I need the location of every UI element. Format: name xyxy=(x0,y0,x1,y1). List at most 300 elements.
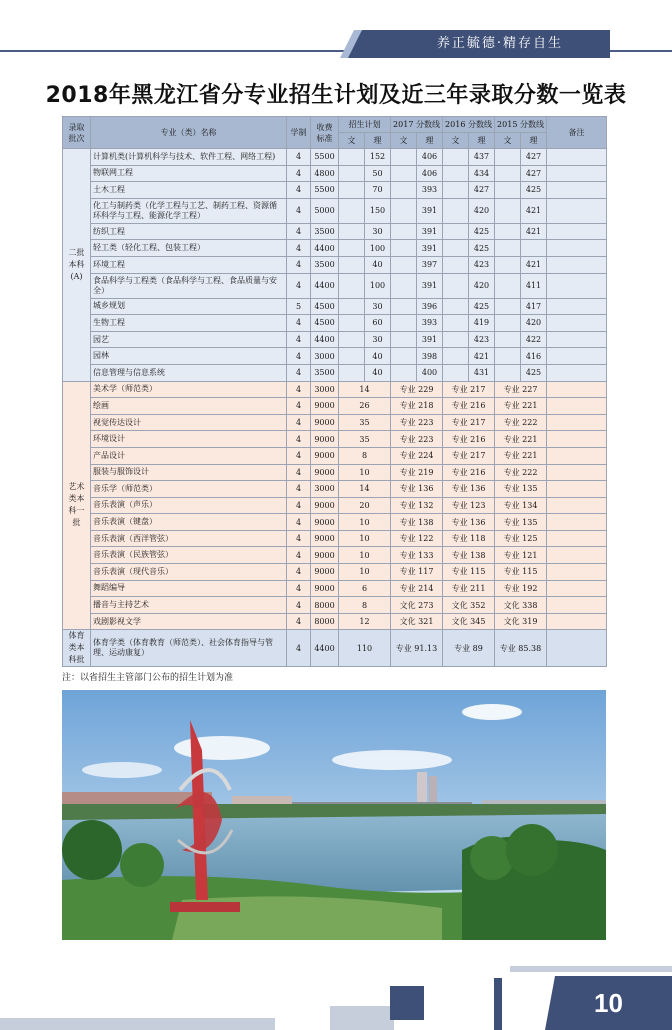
table-cell: 5500 xyxy=(311,182,339,199)
table-cell xyxy=(391,256,417,273)
table-cell: 4 xyxy=(287,256,311,273)
table-cell: 4 xyxy=(287,165,311,182)
table-cell xyxy=(495,364,521,381)
table-cell: 3500 xyxy=(311,256,339,273)
table-cell xyxy=(495,273,521,298)
table-cell: 专业 216 xyxy=(443,398,495,415)
table-cell: 35 xyxy=(339,431,391,448)
table-cell: 4400 xyxy=(311,273,339,298)
table-cell xyxy=(339,273,365,298)
table-cell: 专业 133 xyxy=(391,547,443,564)
table-row xyxy=(63,149,607,166)
table-cell: 425 xyxy=(469,240,495,257)
table-cell: 4400 xyxy=(311,331,339,348)
table-cell: 计算机类(计算机科学与技术、软件工程、网络工程) xyxy=(91,149,287,166)
table-row xyxy=(63,597,607,614)
table-cell xyxy=(495,149,521,166)
table-cell xyxy=(443,256,469,273)
table-cell xyxy=(339,348,365,365)
table-cell: 40 xyxy=(365,364,391,381)
table-cell: 专业 136 xyxy=(391,481,443,498)
table-cell: 化工与制药类（化学工程与工艺、制药工程、资源循环科学与工程、能源化学工程） xyxy=(91,198,287,223)
table-cell xyxy=(443,149,469,166)
table-row xyxy=(63,564,607,581)
table-cell: 416 xyxy=(521,348,547,365)
table-cell: 421 xyxy=(521,256,547,273)
table-row xyxy=(63,165,607,182)
table-cell xyxy=(547,256,607,273)
table-cell: 40 xyxy=(365,256,391,273)
table-cell xyxy=(495,198,521,223)
table-cell: 4400 xyxy=(311,630,339,667)
header-wen: 文 xyxy=(391,133,417,149)
table-cell: 9000 xyxy=(311,530,339,547)
header-2016: 2016 分数线 xyxy=(443,117,495,133)
table-cell: 专业 134 xyxy=(495,497,547,514)
table-cell: 园艺 xyxy=(91,331,287,348)
table-cell: 文化 321 xyxy=(391,613,443,630)
table-cell: 30 xyxy=(365,298,391,315)
table-row xyxy=(63,630,607,667)
table-row xyxy=(63,530,607,547)
table-cell: 专业 122 xyxy=(391,530,443,547)
table-row xyxy=(63,398,607,415)
header-wen: 文 xyxy=(495,133,521,149)
table-cell: 30 xyxy=(365,331,391,348)
table-cell: 425 xyxy=(469,298,495,315)
table-cell: 专业 125 xyxy=(495,530,547,547)
table-cell: 4 xyxy=(287,514,311,531)
table-cell: 4 xyxy=(287,613,311,630)
table-cell xyxy=(391,223,417,240)
table-row xyxy=(63,431,607,448)
table-cell: 播音与主持艺术 xyxy=(91,597,287,614)
table-cell xyxy=(443,348,469,365)
table-row xyxy=(63,497,607,514)
table-cell xyxy=(547,149,607,166)
table-cell xyxy=(547,223,607,240)
table-cell xyxy=(443,298,469,315)
table-cell: 411 xyxy=(521,273,547,298)
table-cell: 9000 xyxy=(311,514,339,531)
table-cell: 427 xyxy=(521,149,547,166)
table-row xyxy=(63,331,607,348)
table-cell: 音乐表演（西洋管弦） xyxy=(91,530,287,547)
table-cell xyxy=(495,348,521,365)
table-cell xyxy=(391,149,417,166)
table-cell: 4 xyxy=(287,630,311,667)
table-cell: 420 xyxy=(469,198,495,223)
table-cell xyxy=(547,198,607,223)
table-cell: 393 xyxy=(417,315,443,332)
table-row xyxy=(63,256,607,273)
table-cell: 专业 222 xyxy=(495,464,547,481)
table-cell: 35 xyxy=(339,414,391,431)
table-cell: 绘画 xyxy=(91,398,287,415)
campus-landscape-image xyxy=(62,690,606,940)
table-cell: 专业 91.13 xyxy=(391,630,443,667)
header-li: 理 xyxy=(365,133,391,149)
table-cell: 9000 xyxy=(311,431,339,448)
table-cell: 物联网工程 xyxy=(91,165,287,182)
table-row xyxy=(63,414,607,431)
table-row xyxy=(63,514,607,531)
table-cell xyxy=(391,348,417,365)
table-cell: 396 xyxy=(417,298,443,315)
table-cell xyxy=(495,298,521,315)
table-cell: 3500 xyxy=(311,364,339,381)
table-cell: 4 xyxy=(287,398,311,415)
table-cell: 专业 115 xyxy=(443,564,495,581)
table-cell: 专业 136 xyxy=(443,514,495,531)
table-cell xyxy=(547,547,607,564)
table-cell: 专业 217 xyxy=(443,414,495,431)
table-cell xyxy=(547,273,607,298)
table-cell: 专业 211 xyxy=(443,580,495,597)
table-cell xyxy=(339,198,365,223)
table-cell: 60 xyxy=(365,315,391,332)
table-cell xyxy=(495,331,521,348)
table-cell: 431 xyxy=(469,364,495,381)
page-title: 2018年黑龙江省分专业招生计划及近三年录取分数一览表 xyxy=(45,83,627,108)
table-cell: 专业 221 xyxy=(495,431,547,448)
admission-table xyxy=(62,116,607,667)
table-cell xyxy=(547,348,607,365)
table-cell xyxy=(547,530,607,547)
table-cell: 4 xyxy=(287,364,311,381)
table-cell: 10 xyxy=(339,514,391,531)
table-cell xyxy=(547,182,607,199)
table-row xyxy=(63,481,607,498)
table-cell: 8000 xyxy=(311,613,339,630)
table-cell xyxy=(495,256,521,273)
table-cell: 音乐表演（键盘） xyxy=(91,514,287,531)
header-wen: 文 xyxy=(339,133,365,149)
table-row xyxy=(63,364,607,381)
table-cell: 400 xyxy=(417,364,443,381)
table-cell: 3000 xyxy=(311,348,339,365)
table-cell: 437 xyxy=(469,149,495,166)
table-cell: 服装与服饰设计 xyxy=(91,464,287,481)
table-cell xyxy=(339,364,365,381)
table-cell xyxy=(339,256,365,273)
table-cell xyxy=(443,198,469,223)
table-cell: 4 xyxy=(287,223,311,240)
table-cell: 专业 216 xyxy=(443,431,495,448)
table-cell: 391 xyxy=(417,273,443,298)
table-cell: 食品科学与工程类（食品科学与工程、食品质量与安全） xyxy=(91,273,287,298)
table-cell: 5500 xyxy=(311,149,339,166)
table-cell: 专业 222 xyxy=(495,414,547,431)
table-cell: 专业 123 xyxy=(443,497,495,514)
table-cell: 纺织工程 xyxy=(91,223,287,240)
table-cell: 420 xyxy=(521,315,547,332)
table-cell: 土木工程 xyxy=(91,182,287,199)
footer-block xyxy=(330,1006,394,1030)
table-cell: 4 xyxy=(287,315,311,332)
batch-label: 艺术 类本 科一 批 xyxy=(63,381,91,630)
table-row xyxy=(63,223,607,240)
header-2017: 2017 分数线 xyxy=(391,117,443,133)
table-cell xyxy=(391,182,417,199)
table-row xyxy=(63,240,607,257)
table-cell: 3000 xyxy=(311,481,339,498)
table-cell: 425 xyxy=(469,223,495,240)
header-major: 专业（类）名称 xyxy=(91,117,287,149)
table-cell: 专业 135 xyxy=(495,481,547,498)
table-cell xyxy=(547,514,607,531)
table-cell xyxy=(391,364,417,381)
table-cell: 9000 xyxy=(311,547,339,564)
table-cell xyxy=(391,298,417,315)
table-cell: 专业 221 xyxy=(495,398,547,415)
table-cell: 园林 xyxy=(91,348,287,365)
table-cell: 专业 223 xyxy=(391,414,443,431)
table-cell: 专业 216 xyxy=(443,464,495,481)
table-cell: 9000 xyxy=(311,414,339,431)
table-cell xyxy=(339,298,365,315)
table-cell xyxy=(547,564,607,581)
table-cell: 生物工程 xyxy=(91,315,287,332)
table-cell: 397 xyxy=(417,256,443,273)
table-cell: 专业 223 xyxy=(391,431,443,448)
table-cell: 420 xyxy=(469,273,495,298)
table-cell: 14 xyxy=(339,481,391,498)
table-cell: 12 xyxy=(339,613,391,630)
table-cell xyxy=(391,331,417,348)
table-row xyxy=(63,447,607,464)
table-cell: 4 xyxy=(287,198,311,223)
table-cell: 4500 xyxy=(311,298,339,315)
table-cell xyxy=(547,431,607,448)
table-cell xyxy=(547,414,607,431)
table-cell: 8 xyxy=(339,597,391,614)
table-cell xyxy=(547,331,607,348)
table-cell: 音乐表演（民族管弦） xyxy=(91,547,287,564)
table-cell: 4 xyxy=(287,597,311,614)
batch-label: 二批 本科 (A) xyxy=(63,149,91,382)
table-cell xyxy=(391,165,417,182)
table-cell: 4 xyxy=(287,182,311,199)
table-cell: 4 xyxy=(287,273,311,298)
table-cell: 9000 xyxy=(311,497,339,514)
table-cell: 391 xyxy=(417,223,443,240)
header-li: 理 xyxy=(521,133,547,149)
table-cell: 4 xyxy=(287,447,311,464)
table-cell: 专业 138 xyxy=(443,547,495,564)
table-cell: 专业 227 xyxy=(495,381,547,398)
table-cell: 421 xyxy=(521,198,547,223)
header-plan: 招生计划 xyxy=(339,117,391,133)
table-cell: 轻工类（轻化工程、包装工程） xyxy=(91,240,287,257)
table-cell: 音乐表演（现代音乐） xyxy=(91,564,287,581)
table-cell xyxy=(547,630,607,667)
table-cell: 专业 214 xyxy=(391,580,443,597)
table-cell: 4 xyxy=(287,331,311,348)
table-cell: 专业 192 xyxy=(495,580,547,597)
table-cell: 音乐学（师范类） xyxy=(91,481,287,498)
table-cell: 5000 xyxy=(311,198,339,223)
table-cell: 70 xyxy=(365,182,391,199)
table-cell xyxy=(443,240,469,257)
table-cell: 4 xyxy=(287,431,311,448)
table-cell xyxy=(547,613,607,630)
table-cell: 391 xyxy=(417,240,443,257)
table-cell: 393 xyxy=(417,182,443,199)
table-cell xyxy=(495,315,521,332)
header-2015: 2015 分数线 xyxy=(495,117,547,133)
table-cell xyxy=(391,198,417,223)
table-cell: 50 xyxy=(365,165,391,182)
table-cell: 专业 138 xyxy=(391,514,443,531)
table-cell xyxy=(547,364,607,381)
table-cell: 产品设计 xyxy=(91,447,287,464)
table-row xyxy=(63,381,607,398)
table-cell: 30 xyxy=(365,223,391,240)
table-cell: 4 xyxy=(287,497,311,514)
table-cell xyxy=(339,331,365,348)
table-cell: 427 xyxy=(469,182,495,199)
table-cell: 4 xyxy=(287,414,311,431)
table-cell: 专业 135 xyxy=(495,514,547,531)
table-cell: 4800 xyxy=(311,165,339,182)
table-cell xyxy=(339,149,365,166)
table-cell: 20 xyxy=(339,497,391,514)
table-cell: 9000 xyxy=(311,464,339,481)
header-remark: 备注 xyxy=(547,117,607,149)
table-cell: 专业 117 xyxy=(391,564,443,581)
footer-stripe xyxy=(494,978,502,1030)
table-cell xyxy=(339,315,365,332)
table-cell: 专业 229 xyxy=(391,381,443,398)
table-cell: 9000 xyxy=(311,398,339,415)
table-cell: 专业 118 xyxy=(443,530,495,547)
table-cell: 26 xyxy=(339,398,391,415)
table-cell xyxy=(547,381,607,398)
table-row xyxy=(63,198,607,223)
table-cell xyxy=(547,481,607,498)
table-cell xyxy=(443,182,469,199)
table-cell: 专业 217 xyxy=(443,447,495,464)
table-cell: 视觉传达设计 xyxy=(91,414,287,431)
table-cell: 8000 xyxy=(311,597,339,614)
table-cell xyxy=(547,497,607,514)
header-years: 学制 xyxy=(287,117,311,149)
table-cell xyxy=(547,580,607,597)
table-cell xyxy=(547,597,607,614)
table-cell xyxy=(443,273,469,298)
table-cell: 环境设计 xyxy=(91,431,287,448)
table-cell: 4 xyxy=(287,481,311,498)
campus-photo xyxy=(62,690,606,940)
table-cell: 4500 xyxy=(311,315,339,332)
table-row xyxy=(63,580,607,597)
table-cell: 5 xyxy=(287,298,311,315)
table-cell: 4 xyxy=(287,580,311,597)
table-cell xyxy=(547,315,607,332)
table-cell: 100 xyxy=(365,240,391,257)
header-fee: 收费 标准 xyxy=(311,117,339,149)
table-cell: 4 xyxy=(287,547,311,564)
table-cell: 419 xyxy=(469,315,495,332)
table-cell: 城乡规划 xyxy=(91,298,287,315)
table-row xyxy=(63,464,607,481)
table-cell: 文化 273 xyxy=(391,597,443,614)
table-cell xyxy=(339,240,365,257)
table-cell: 专业 224 xyxy=(391,447,443,464)
table-cell: 10 xyxy=(339,464,391,481)
table-note: 注：以省招生主管部门公布的招生计划为准 xyxy=(62,673,234,683)
table-cell xyxy=(495,182,521,199)
table-cell: 专业 219 xyxy=(391,464,443,481)
table-cell: 421 xyxy=(469,348,495,365)
table-cell: 4 xyxy=(287,381,311,398)
table-cell: 9000 xyxy=(311,564,339,581)
table-cell xyxy=(547,398,607,415)
table-cell: 专业 115 xyxy=(495,564,547,581)
table-cell xyxy=(443,364,469,381)
table-cell: 体育学类（体育教育（师范类）、社会体育指导与管理、运动康复） xyxy=(91,630,287,667)
table-cell: 文化 352 xyxy=(443,597,495,614)
header-wen: 文 xyxy=(443,133,469,149)
table-cell: 391 xyxy=(417,198,443,223)
table-cell: 4 xyxy=(287,464,311,481)
table-cell: 40 xyxy=(365,348,391,365)
table-cell: 专业 85.38 xyxy=(495,630,547,667)
table-row xyxy=(63,298,607,315)
table-cell: 美术学（师范类） xyxy=(91,381,287,398)
table-cell: 398 xyxy=(417,348,443,365)
footer-line xyxy=(510,966,672,972)
table-cell: 专业 221 xyxy=(495,447,547,464)
table-cell xyxy=(339,182,365,199)
table-cell xyxy=(391,273,417,298)
table-cell: 专业 218 xyxy=(391,398,443,415)
table-cell: 152 xyxy=(365,149,391,166)
table-row xyxy=(63,273,607,298)
table-cell xyxy=(495,223,521,240)
table-cell: 文化 338 xyxy=(495,597,547,614)
table-cell: 421 xyxy=(521,223,547,240)
table-cell xyxy=(495,165,521,182)
table-cell: 9000 xyxy=(311,447,339,464)
table-cell: 专业 89 xyxy=(443,630,495,667)
table-cell xyxy=(391,315,417,332)
table-cell xyxy=(339,165,365,182)
table-cell: 10 xyxy=(339,547,391,564)
table-cell xyxy=(495,240,521,257)
table-cell: 3000 xyxy=(311,381,339,398)
table-cell: 10 xyxy=(339,564,391,581)
table-cell: 4 xyxy=(287,149,311,166)
header-motto: 养正毓德·精存自生 xyxy=(436,36,564,51)
table-cell: 110 xyxy=(339,630,391,667)
table-cell: 文化 345 xyxy=(443,613,495,630)
table-cell: 4 xyxy=(287,530,311,547)
table-cell: 戏剧影视文学 xyxy=(91,613,287,630)
table-cell: 4 xyxy=(287,240,311,257)
table-cell: 406 xyxy=(417,165,443,182)
table-cell xyxy=(547,165,607,182)
table-cell: 专业 121 xyxy=(495,547,547,564)
table-cell: 425 xyxy=(521,182,547,199)
table-cell: 舞蹈编导 xyxy=(91,580,287,597)
table-cell: 427 xyxy=(521,165,547,182)
table-row xyxy=(63,348,607,365)
table-cell: 10 xyxy=(339,530,391,547)
table-cell: 422 xyxy=(521,331,547,348)
table-cell: 406 xyxy=(417,149,443,166)
